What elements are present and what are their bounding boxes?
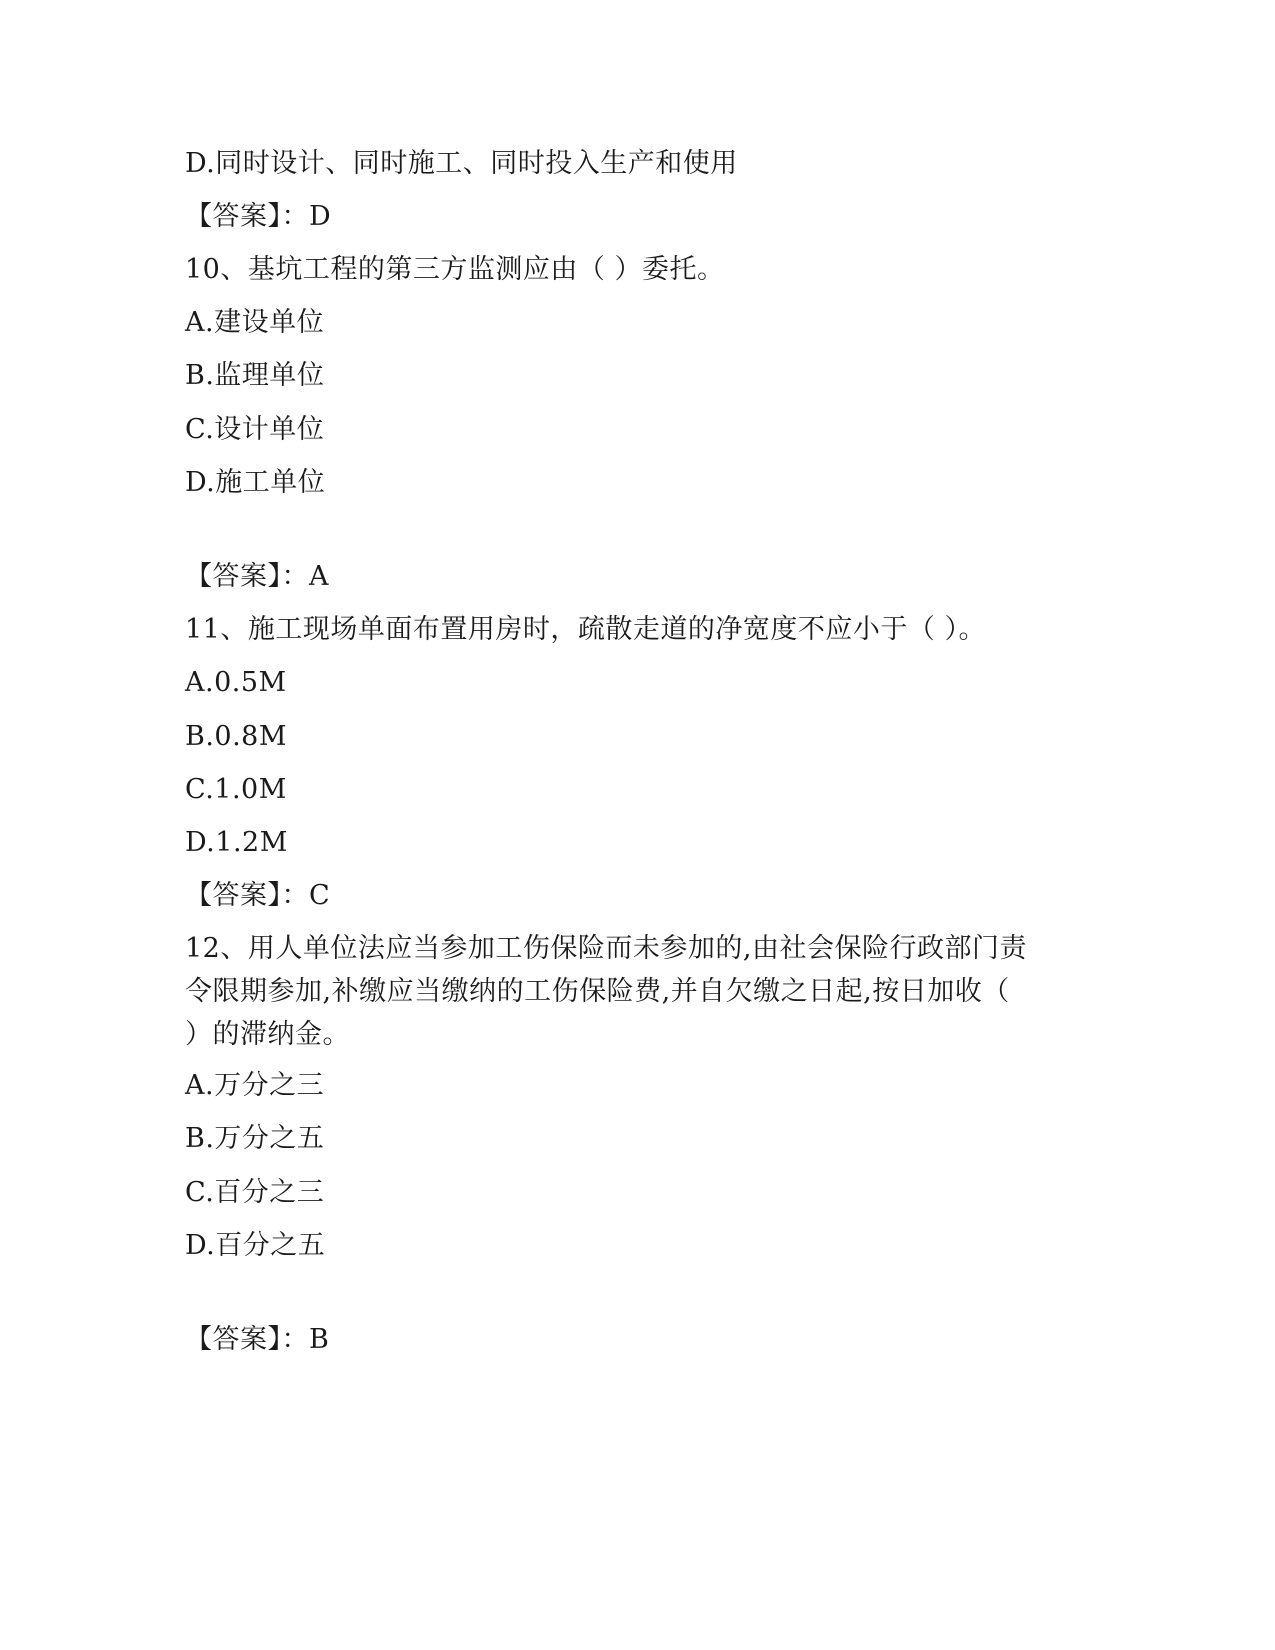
q12-stem-line-1: 12、用人单位法应当参加工伤保险而未参加的,由社会保险行政部门责: [185, 933, 1027, 964]
q10-option-a: A.建设单位: [185, 307, 325, 338]
q11-option-b: B.0.8M: [185, 721, 288, 752]
q12-option-c: C.百分之三: [185, 1177, 325, 1208]
q12-stem-line-3: ）的滞纳金。: [185, 1019, 350, 1050]
q10-option-d: D.施工单位: [185, 467, 326, 498]
prev-option-d: D.同时设计、同时施工、同时投入生产和使用: [185, 148, 738, 179]
q12-stem-line-2: 令限期参加,补缴应当缴纳的工伤保险费,并自欠缴之日起,按日加收（: [185, 976, 1010, 1007]
q12-option-d: D.百分之五: [185, 1230, 326, 1261]
q10-stem: 10、基坑工程的第三方监测应由（ ）委托。: [185, 254, 725, 285]
q12-answer: 【答案】：B: [185, 1324, 330, 1355]
q11-answer: 【答案】：C: [185, 880, 331, 911]
q10-answer: 【答案】：A: [185, 561, 329, 592]
q12-option-b: B.万分之五: [185, 1123, 325, 1154]
q11-option-a: A.0.5M: [185, 667, 287, 698]
q12-option-a: A.万分之三: [185, 1070, 325, 1101]
q11-option-c: C.1.0M: [185, 774, 287, 805]
q10-option-b: B.监理单位: [185, 360, 325, 391]
q10-option-c: C.设计单位: [185, 414, 325, 445]
q11-option-d: D.1.2M: [185, 827, 288, 858]
q11-stem: 11、施工现场单面布置用房时，疏散走道的净宽度不应小于（ ）。: [185, 614, 986, 645]
prev-answer: 【答案】：D: [185, 201, 332, 232]
